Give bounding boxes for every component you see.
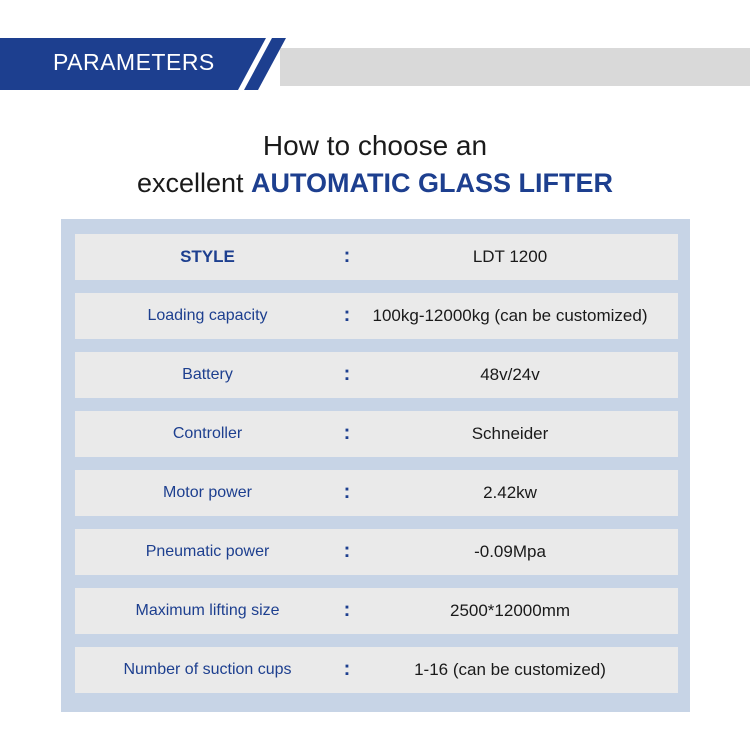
row-separator: :	[343, 599, 351, 621]
row-value: 1-16 (can be customized)	[414, 660, 606, 679]
heading-accent: AUTOMATIC GLASS LIFTER	[251, 168, 614, 198]
row-value: -0.09Mpa	[474, 542, 546, 561]
table-row-maximum-lifting-size	[75, 588, 678, 634]
table-row-suction-cups	[75, 647, 678, 693]
parameters-table	[75, 234, 678, 706]
row-value: 100kg-12000kg (can be customized)	[372, 306, 648, 325]
row-separator: :	[343, 245, 351, 267]
table-row-motor-power	[75, 470, 678, 516]
table-row-pneumatic-power	[75, 529, 678, 575]
row-separator: :	[343, 363, 351, 385]
page-heading	[0, 128, 750, 202]
table-row-loading-capacity	[75, 293, 678, 339]
row-label: Number of suction cups	[123, 661, 292, 678]
row-label: Controller	[172, 425, 243, 442]
row-label: Pneumatic power	[145, 543, 270, 560]
row-label: Motor power	[163, 484, 252, 501]
row-value: LDT 1200	[472, 247, 548, 266]
row-separator: :	[343, 658, 351, 680]
row-value: 2.42kw	[483, 483, 537, 502]
row-value: Schneider	[471, 424, 549, 443]
row-label: Loading capacity	[147, 307, 268, 324]
banner-title: PARAMETERS	[53, 49, 215, 75]
row-separator: :	[343, 304, 351, 326]
banner-grey-bar	[280, 48, 750, 86]
row-separator: :	[343, 422, 351, 444]
row-value: 2500*12000mm	[449, 601, 571, 620]
row-label: Maximum lifting size	[135, 602, 280, 619]
row-label: STYLE	[180, 247, 235, 266]
row-separator: :	[343, 540, 351, 562]
row-value: 48v/24v	[480, 365, 540, 384]
row-separator: :	[343, 481, 351, 503]
heading-line-2-prefix: excellent	[136, 168, 252, 198]
heading-line-1: How to choose an	[262, 130, 488, 161]
table-row-battery	[75, 352, 678, 398]
row-label: Battery	[182, 366, 233, 383]
table-row-controller	[75, 411, 678, 457]
table-row-style	[75, 234, 678, 280]
heading-line-2	[0, 164, 750, 202]
